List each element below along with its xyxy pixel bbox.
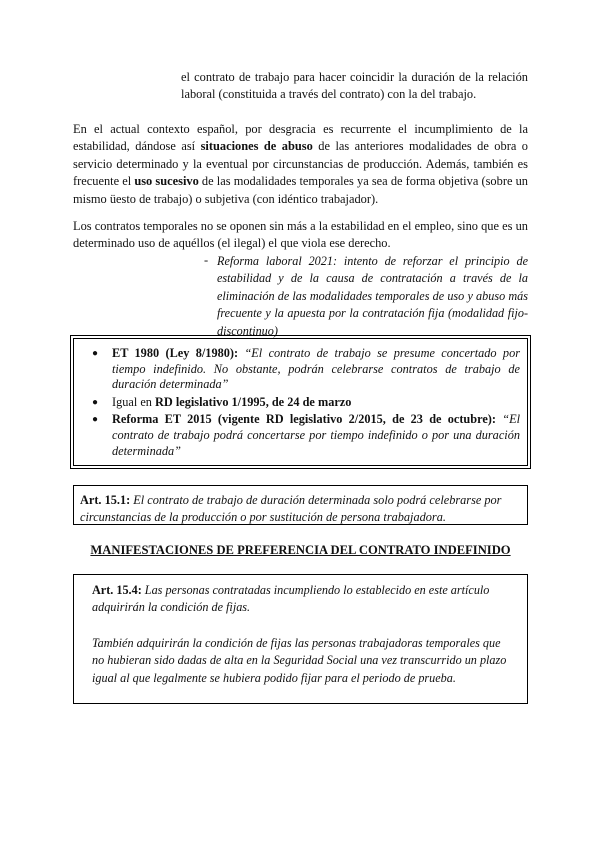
reform-dash: - xyxy=(204,253,209,267)
art-15-4-second-paragraph xyxy=(92,635,509,687)
art-15-4-first-paragraph xyxy=(92,582,509,617)
art-15-1-text: El contrato de trabajo de duración determinada solo podrá celebrarse por circunstancias de la producción o por sustitución de persona trabajadora. xyxy=(80,493,502,524)
intro-line-2: laboral (constituida a través del contrato) con la del trabajo. xyxy=(181,87,477,102)
art-15-4-text-1: Las personas contratadas incumpliendo lo establecido en este artículo adquirirán la condición de fijas. xyxy=(92,583,490,615)
art-15-1-box xyxy=(73,485,528,525)
list-item xyxy=(74,395,527,411)
intro-line-1: el contrato de trabajo para hacer coincidir la duración de la relación xyxy=(181,70,528,84)
et-2015-label: Reforma ET 2015 (vigente RD legislativo 2/2015, de 23 de octubre): xyxy=(112,412,496,427)
paragraph-temporary-contracts: Los contratos temporales no se oponen sin más a la estabilidad en el empleo, sino que es un determinado uso de aquéllos (el ilegal) el que viola ese derecho. xyxy=(73,219,528,251)
paragraph-abuse-bold-2: uso sucesivo xyxy=(134,174,199,189)
legal-history-box xyxy=(73,338,528,466)
et-1980-quote: “El contrato de trabajo se presume concertado por tiempo indefinido. No obstante, podrán celebrarse contratos de trabajo de duración determinada” xyxy=(112,346,521,392)
legal-history-list xyxy=(74,346,527,459)
bullet-icon: ● xyxy=(92,414,99,426)
paragraph-abuse-text-2: de las anteriores modalidades de obra o servicio determinado y la eventual por circunstancias de producción. Además, también es frecuente el xyxy=(73,139,528,189)
art-15-4-text-2: También adquirirán la condición de fijas las personas trabajadoras temporales que no hubieran sido dadas de alta en la Seguridad Social una vez transcurrido un plazo igual al que legalmente se hubiera podido fijar para el periodo de prueba. xyxy=(92,635,507,685)
art-15-4-label: Art. 15.4: xyxy=(92,583,142,597)
section-heading: MANIFESTACIONES DE PREFERENCIA DEL CONTRATO INDEFINIDO xyxy=(90,543,511,557)
paragraph-abuse-text-3: de las modalidades temporales ya sea de forma objetiva (sobre un mismo üesto de trabajo) o subjetiva (con idéntico trabajador). xyxy=(73,174,528,206)
et-2015-quote: “El contrato de trabajo podrá concertarse por tiempo indefinido o por una duración determinada” xyxy=(112,412,521,458)
paragraph-abuse-bold-1: situaciones de abuso xyxy=(200,139,313,154)
intro-continuation xyxy=(181,69,528,104)
bullet-icon: ● xyxy=(92,348,99,359)
paragraph-abuse xyxy=(73,121,528,208)
bullet-icon: ● xyxy=(92,396,99,408)
list-item xyxy=(74,346,527,393)
art-15-4-box xyxy=(73,574,528,704)
reform-2021-note: Reforma laboral 2021: intento de reforzar el principio de estabilidad y de la causa de contratación a través de la eliminación de las modalidades temporales de uso y abuso más frecuente y la apuesta por la contratación fija (modalidad fijo-discontinuo) xyxy=(217,254,528,338)
art-15-1-label: Art. 15.1: xyxy=(80,493,131,507)
et-1980-label: ET 1980 (Ley 8/1980): xyxy=(112,346,239,360)
paragraph-abuse-text-1: En el actual contexto español, por desgracia es recurrente el incumplimiento de la estabilidad, dándose así xyxy=(73,122,528,154)
list-item xyxy=(74,412,527,459)
rd-1995-label: RD legislativo 1/1995, de 24 de marzo xyxy=(155,394,352,409)
rd-1995-prefix: Igual en xyxy=(112,394,156,409)
